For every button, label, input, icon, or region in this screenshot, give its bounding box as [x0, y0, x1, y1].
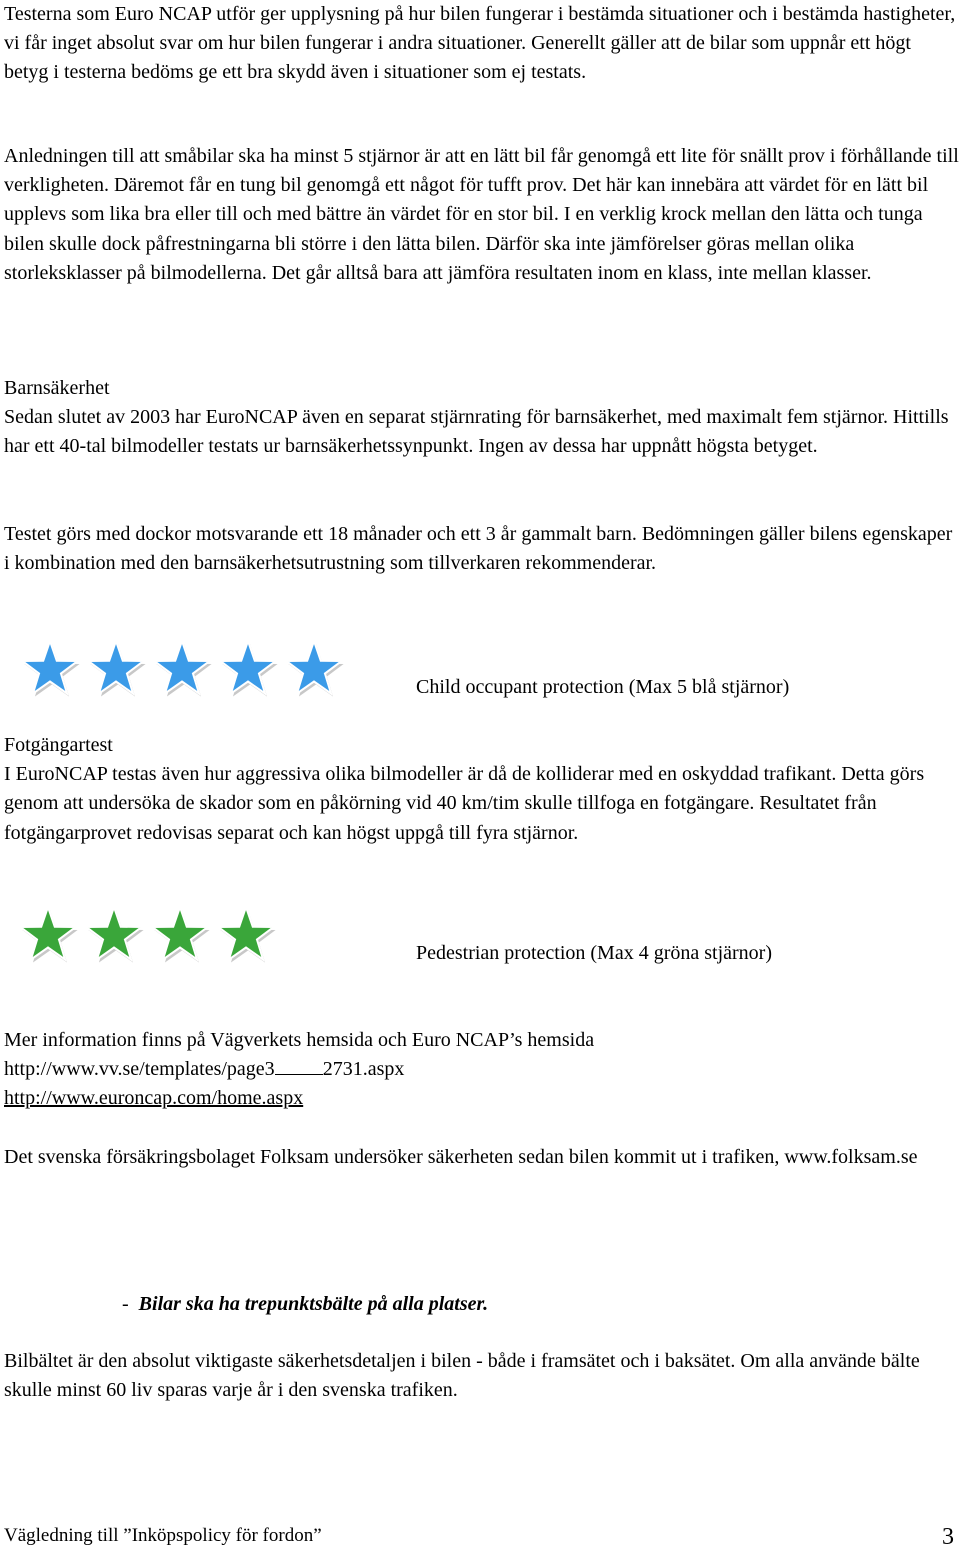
star-icon — [18, 904, 78, 964]
pedestrian-text: I EuroNCAP testas även hur aggressiva olika bilmodeller är då de kolliderar med en oskyddad trafikant. Detta görs genom att undersöka de skador som en påkörning vid 40 km/tim skulle tillfoga en fotgängare. Resultatet från fotgängarprovet redovisas separat och kan högst uppgå till fyra stjärnor. — [4, 763, 925, 844]
pedestrian-protection-caption: Pedestrian protection (Max 4 gröna stjärnor) — [416, 942, 773, 964]
star-icon — [86, 638, 146, 698]
child-safety-heading: Barnsäkerhet — [4, 377, 110, 399]
vv-link-part1[interactable]: http://www.vv.se/templates/page3 — [4, 1058, 275, 1081]
star-icon — [216, 904, 276, 964]
link-underscore-gap — [275, 1058, 323, 1075]
child-safety-text: Sedan slutet av 2003 har EuroNCAP även en separat stjärnrating för barnsäkerhet, med maximalt fem stjärnor. Hittills har ett 40-tal bilmodeller testats ur barnsäkerhetssynpunkt. Ingen av dessa har uppnått högsta betyget. — [4, 406, 949, 458]
small-car-paragraph: Anledningen till att småbilar ska ha minst 5 stjärnor är att en lätt bil får genomgå ett lite för snällt prov i förhållande till verkligheten. Däremot får en tung bil genomgå ett något för tufft prov. Det här kan innebära att värdet för en lätt bil upplevs som lika bra eller till och med bättre än värdet för en stor bil. I en verklig krock mellan den lätta och tunga bilen skulle dock påfrestningarna bli större i den lätta bilen. Därför ska inte jämförelser göras mellan olika storleksklasser på bilmodellerna. Det går alltså bara att jämföra resultaten inom en klass, inte mellan klasser. — [4, 145, 959, 284]
seatbelt-bullet — [122, 1290, 488, 1319]
vv-link-part2[interactable]: 2731.aspx — [322, 1058, 405, 1081]
star-icon — [150, 904, 210, 964]
page-number: 3 — [942, 1524, 954, 1550]
more-info-text: Mer information finns på Vägverkets hemsida och Euro NCAP’s hemsida — [4, 1029, 595, 1051]
pedestrian-heading: Fotgängartest — [4, 734, 113, 756]
bullet-dash: - — [122, 1293, 129, 1315]
euroncap-link[interactable]: http://www.euroncap.com/home.aspx — [4, 1087, 304, 1110]
child-test-paragraph: Testet görs med dockor motsvarande ett 18 månader och ett 3 år gammalt barn. Bedömningen gäller bilens egenskaper i kombination med den barnsäkerhetsutrustning som tillverkaren rekommenderar. — [4, 523, 953, 575]
bullet-text: Bilar ska ha trepunktsbälte på alla platser. — [138, 1293, 489, 1315]
pedestrian-star-rating — [18, 904, 282, 964]
footer-title: Vägledning till ”Inköpspolicy för fordon” — [4, 1525, 322, 1546]
more-info-section — [4, 1026, 960, 1114]
intro-paragraph: Testerna som Euro NCAP utför ger upplysning på hur bilen fungerar i bestämda situationer och i bestämda hastigheter, vi får inget absolut svar om hur bilen fungerar i andra situationer. Generellt gäller att de bilar som uppnår ett högt betyg i testerna bedöms ge ett bra skydd även i situationer som ej testats. — [4, 3, 956, 84]
star-icon — [20, 638, 80, 698]
vv-link-line — [4, 1055, 960, 1084]
star-icon — [284, 638, 344, 698]
child-protection-caption: Child occupant protection (Max 5 blå stjärnor) — [416, 676, 790, 698]
star-icon — [218, 638, 278, 698]
star-icon — [152, 638, 212, 698]
child-star-rating — [20, 638, 350, 698]
folksam-paragraph: Det svenska försäkringsbolaget Folksam undersöker säkerheten sedan bilen kommit ut i trafiken, www.folksam.se — [4, 1146, 918, 1168]
seatbelt-paragraph: Bilbältet är den absolut viktigaste säkerhetsdetaljen i bilen - både i framsätet och i baksätet. Om alla använde bälte skulle minst 60 liv sparas varje år i den svenska trafiken. — [4, 1350, 920, 1402]
star-icon — [84, 904, 144, 964]
child-safety-section — [4, 374, 960, 462]
pedestrian-section — [4, 731, 960, 848]
